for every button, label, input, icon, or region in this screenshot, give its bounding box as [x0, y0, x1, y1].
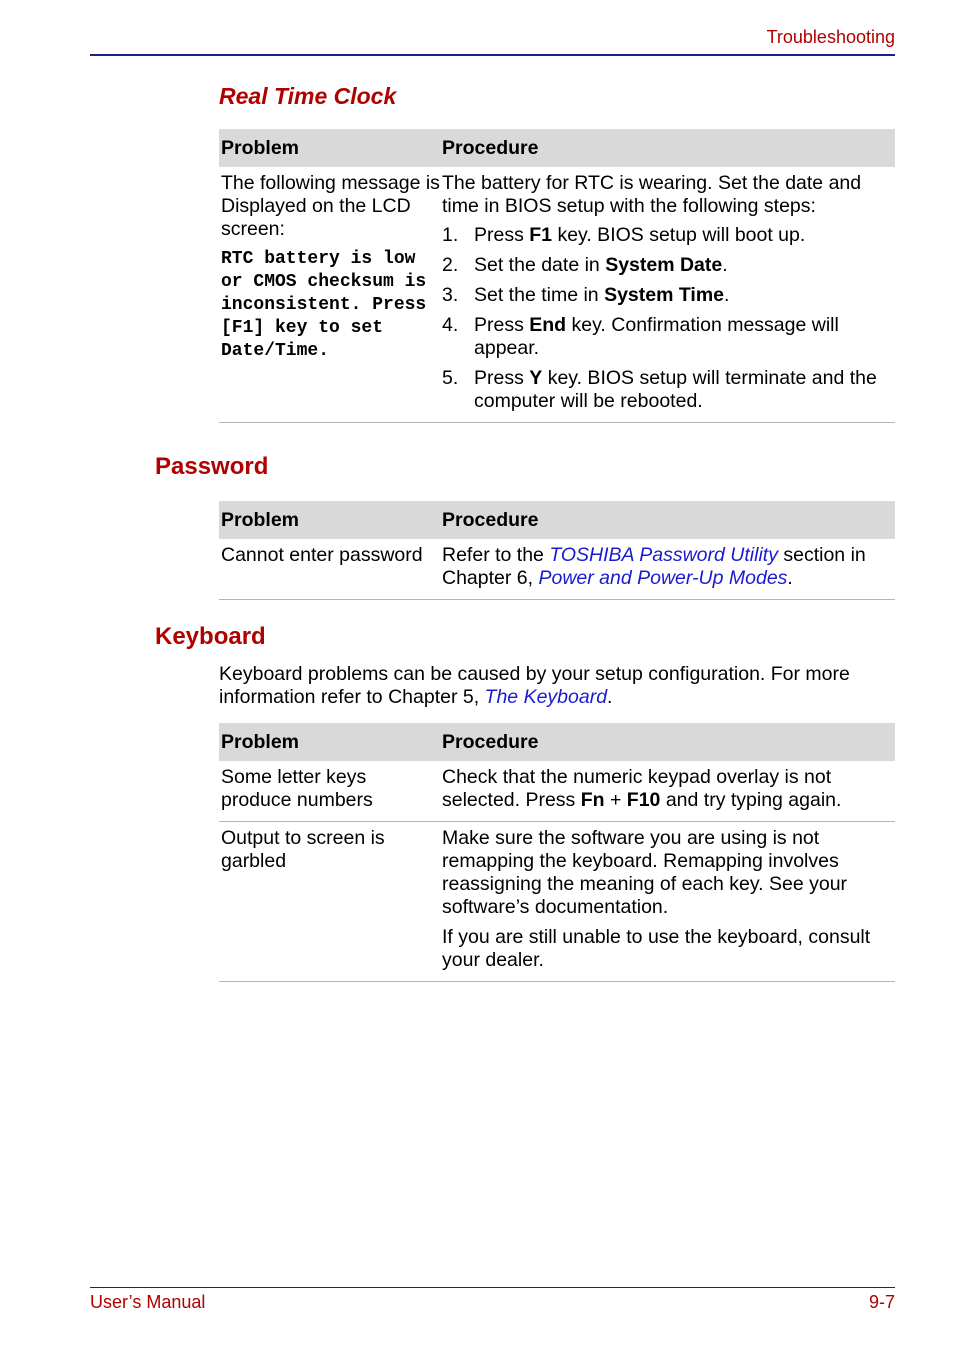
- password-utility-link[interactable]: TOSHIBA Password Utility: [549, 544, 778, 566]
- page-number: 9-7: [868, 1292, 895, 1312]
- list-item: 4. Press End key. Confirmation message will appear.: [442, 314, 839, 359]
- col-problem-header: Problem: [221, 731, 300, 753]
- password-heading: Password: [155, 453, 269, 480]
- procedure-intro: The battery for RTC is wearing. Set the date and time in BIOS setup with the following steps:: [442, 172, 862, 217]
- problem-cell: Output to screen is garbled: [221, 827, 385, 872]
- procedure-cell: Refer to the TOSHIBA Password Utility section in Chapter 6, Power and Power-Up Modes.: [442, 544, 866, 589]
- problem-text: The following message is Displayed on the LCD screen:: [221, 172, 440, 240]
- procedure-cell: Check that the numeric keypad overlay is not selected. Press Fn + F10 and try typing again.: [442, 766, 842, 811]
- keyboard-intro: Keyboard problems can be caused by your setup configuration. For more information refer to Chapter 5, The Keyboard.: [219, 663, 850, 708]
- list-item: 3. Set the time in System Time.: [442, 284, 730, 306]
- rtc-table: [219, 129, 895, 423]
- keyboard-chapter-link[interactable]: The Keyboard: [484, 686, 608, 708]
- running-header: Troubleshooting: [766, 27, 895, 47]
- keyboard-table: [219, 723, 895, 982]
- table-row: [219, 822, 895, 982]
- problem-cell: Cannot enter password: [221, 544, 423, 566]
- rtc-table-header: [219, 129, 895, 167]
- problem-cell: [219, 172, 442, 413]
- error-message-code: RTC battery is low or CMOS checksum is inconsistent. Press [F1] key to set Date/Time.: [221, 249, 427, 361]
- power-modes-link[interactable]: Power and Power-Up Modes: [538, 567, 788, 589]
- col-procedure-header: Procedure: [442, 137, 539, 159]
- footer-manual-title: User’s Manual: [90, 1292, 206, 1312]
- list-item: 2. Set the date in System Date.: [442, 254, 728, 276]
- table-row: [219, 167, 895, 423]
- problem-cell: Some letter keys produce numbers: [221, 766, 373, 811]
- col-procedure-header: Procedure: [442, 509, 539, 531]
- list-item: 1. Press F1 key. BIOS setup will boot up.: [442, 224, 806, 246]
- password-table: [219, 501, 895, 600]
- password-table-header: [219, 501, 895, 539]
- col-problem-header: Problem: [221, 137, 300, 159]
- col-problem-header: Problem: [221, 509, 300, 531]
- header-rule: [90, 54, 895, 56]
- keyboard-table-header: [219, 723, 895, 761]
- footer-rule: [90, 1287, 895, 1288]
- steps-list: [442, 224, 885, 413]
- procedure-cell: [442, 172, 895, 413]
- rtc-heading: Real Time Clock: [219, 83, 397, 109]
- procedure-cell: Make sure the software you are using is not remapping the keyboard. Remapping involves reassigning the meaning of each key. See your software’s documentation. If you are still unable to use the keyboard, consult your dealer.: [442, 827, 871, 971]
- table-row: [219, 539, 895, 600]
- list-item: 5. Press Y key. BIOS setup will terminate and the computer will be rebooted.: [442, 367, 877, 412]
- table-row: [219, 761, 895, 822]
- col-procedure-header: Procedure: [442, 731, 539, 753]
- keyboard-heading: Keyboard: [155, 623, 266, 650]
